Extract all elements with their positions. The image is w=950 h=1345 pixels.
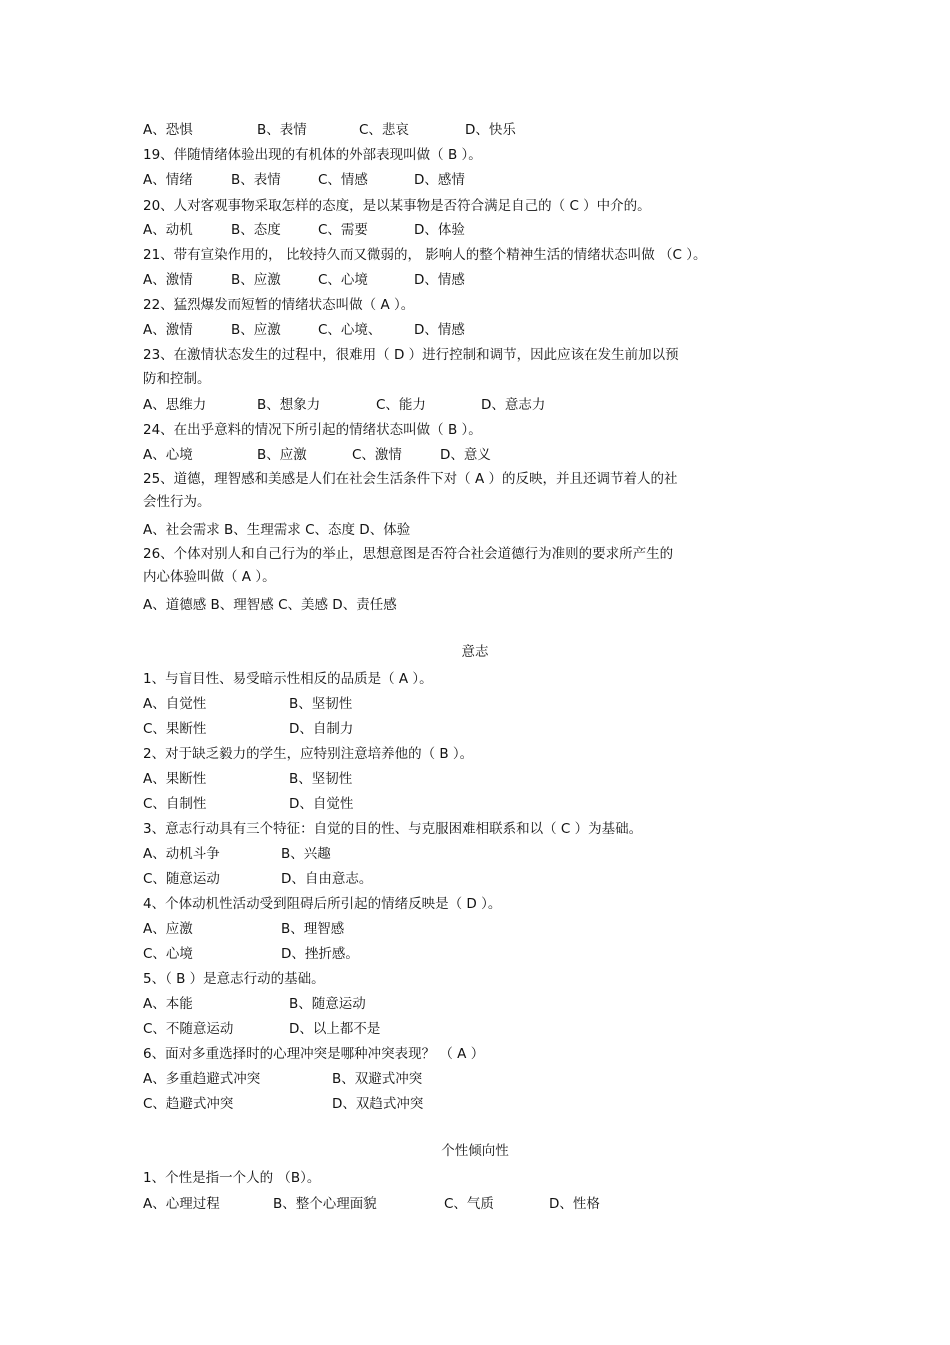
question-text: 26、个体对别人和自己行为的举止，思想意图是否符合社会道德行为准则的要求所产生的 — [143, 546, 674, 562]
option: A、多重趋避式冲突 — [143, 1071, 261, 1087]
option: D、意义 — [440, 447, 491, 463]
option: B、兴趣 — [281, 846, 331, 862]
option: D、快乐 — [465, 122, 516, 138]
question-text: 4、个体动机性活动受到阻碍后所引起的情绪反映是（ D ）。 — [143, 896, 502, 912]
option: A、本能 — [143, 996, 193, 1012]
option: C、气质 — [444, 1196, 494, 1212]
option: B、整个心理面貌 — [273, 1196, 377, 1212]
option: B、坚韧性 — [289, 696, 353, 712]
option: C、自制性 — [143, 796, 207, 812]
option: B、态度 — [231, 222, 281, 238]
option: C、能力 — [376, 397, 426, 413]
option: A、情绪 — [143, 172, 193, 188]
option: A、心境 — [143, 447, 193, 463]
question-text: 6、面对多重选择时的心理冲突是哪种冲突表现？ （ A ） — [143, 1046, 485, 1062]
option: D、自制力 — [289, 721, 354, 737]
question-text: 25、道德，理智感和美感是人们在社会生活条件下对（ A ）的反映，并且还调节着人的社 — [143, 471, 678, 487]
question-text: 1、与盲目性、易受暗示性相反的品质是（ A ）。 — [143, 671, 433, 687]
option: A、自觉性 — [143, 696, 207, 712]
option: D、意志力 — [481, 397, 546, 413]
option: D、体验 — [414, 222, 465, 238]
option: B、双避式冲突 — [332, 1071, 423, 1087]
question-text: 22、猛烈爆发而短暂的情绪状态叫做（ A ）。 — [143, 297, 415, 313]
option: A、动机 — [143, 222, 193, 238]
option: D、情感 — [414, 322, 465, 338]
question-text-continued: 防和控制。 — [143, 371, 211, 387]
question-text-continued: 内心体验叫做（ A ）。 — [143, 569, 276, 585]
options-row: A、道德感 B、理智感 C、美感 D、责任感 — [143, 597, 397, 613]
option: D、性格 — [549, 1196, 600, 1212]
option: A、应激 — [143, 921, 193, 937]
option: C、心境 — [143, 946, 193, 962]
option: B、应激 — [231, 322, 281, 338]
section-heading: 意志 — [461, 644, 489, 660]
option: A、恐惧 — [143, 122, 193, 138]
option: B、坚韧性 — [289, 771, 353, 787]
option: D、情感 — [414, 272, 465, 288]
question-text: 2、对于缺乏毅力的学生，应特别注意培养他的（ B ）。 — [143, 746, 474, 762]
section-heading: 个性倾向性 — [441, 1143, 509, 1159]
option: C、激情 — [352, 447, 402, 463]
option: C、悲哀 — [359, 122, 409, 138]
question-text-continued: 会性行为。 — [143, 494, 211, 510]
option: D、感情 — [414, 172, 465, 188]
question-text: 23、在激情状态发生的过程中，很难用（ D ）进行控制和调节，因此应该在发生前加以预 — [143, 347, 679, 363]
option: C、果断性 — [143, 721, 207, 737]
option: B、表情 — [231, 172, 281, 188]
option: C、需要 — [318, 222, 368, 238]
option: A、思维力 — [143, 397, 207, 413]
option: C、心境 — [318, 272, 368, 288]
option: B、理智感 — [281, 921, 345, 937]
option: B、应激 — [231, 272, 281, 288]
option: D、自由意志。 — [281, 871, 373, 887]
option: B、应激 — [257, 447, 307, 463]
option: B、想象力 — [257, 397, 321, 413]
option: A、激情 — [143, 272, 193, 288]
option: D、双趋式冲突 — [332, 1096, 424, 1112]
option: D、挫折感。 — [281, 946, 359, 962]
question-text: 24、在出乎意料的情况下所引起的情绪状态叫做（ B ）。 — [143, 422, 482, 438]
question-text: 20、人对客观事物采取怎样的态度，是以某事物是否符合满足自己的（ C ）中介的。 — [143, 198, 651, 214]
option: C、不随意运动 — [143, 1021, 234, 1037]
option: A、果断性 — [143, 771, 207, 787]
option: B、随意运动 — [289, 996, 366, 1012]
options-row: A、社会需求 B、生理需求 C、态度 D、体验 — [143, 522, 411, 538]
option: B、表情 — [257, 122, 307, 138]
question-text: 19、伴随情绪体验出现的有机体的外部表现叫做（ B ）。 — [143, 147, 482, 163]
question-text: 21、带有宣染作用的， 比较持久而又微弱的， 影响人的整个精神生活的情绪状态叫做 （C ）。 — [143, 247, 707, 263]
option: D、以上都不是 — [289, 1021, 381, 1037]
option: C、趋避式冲突 — [143, 1096, 234, 1112]
option: C、随意运动 — [143, 871, 220, 887]
option: C、心境、 — [318, 322, 382, 338]
option: D、自觉性 — [289, 796, 354, 812]
option: A、心理过程 — [143, 1196, 220, 1212]
option: C、情感 — [318, 172, 368, 188]
option: A、激情 — [143, 322, 193, 338]
question-text: 1、个性是指一个人的 （B）。 — [143, 1170, 321, 1186]
question-text: 5、（ B ）是意志行动的基础。 — [143, 971, 325, 987]
question-text: 3、意志行动具有三个特征：自觉的目的性、与克服困难相联系和以（ C ）为基础。 — [143, 821, 643, 837]
option: A、动机斗争 — [143, 846, 220, 862]
